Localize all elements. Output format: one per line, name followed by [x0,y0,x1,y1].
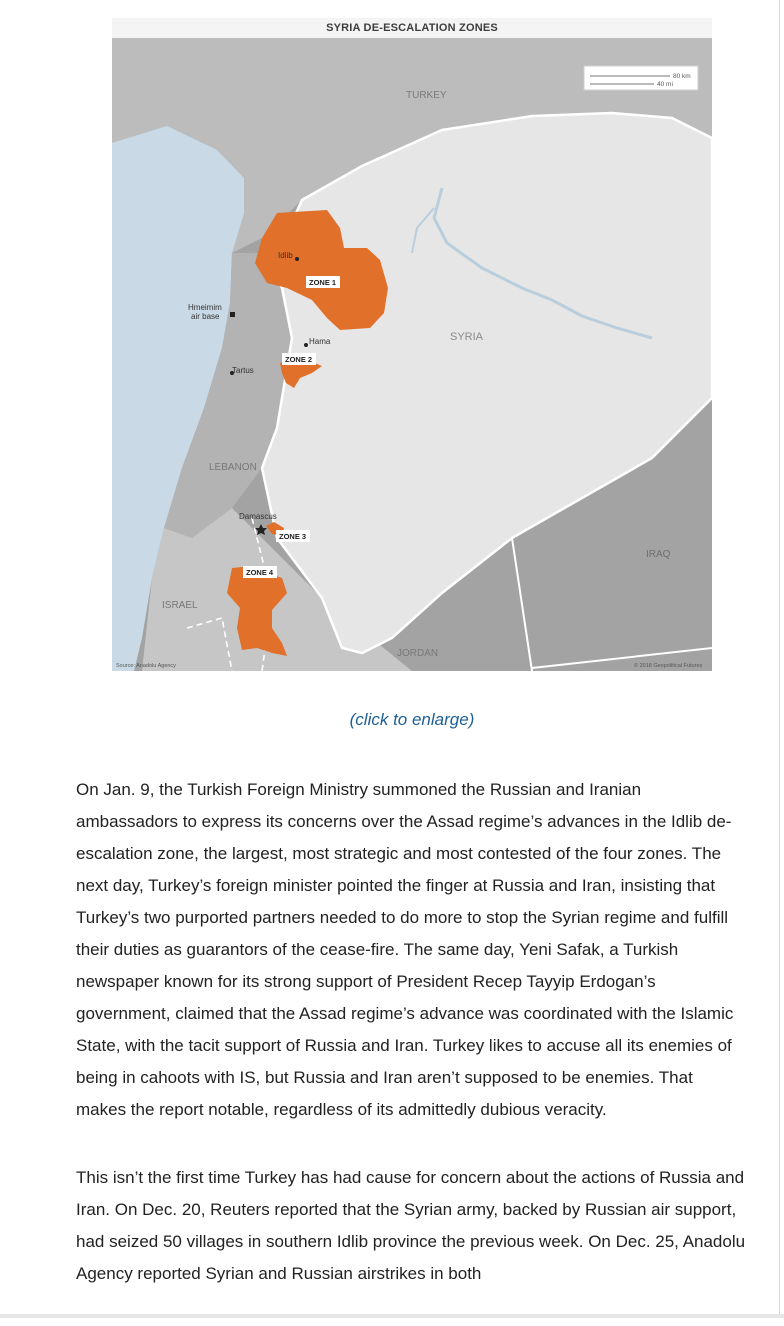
hama-marker [304,343,308,347]
map-title: SYRIA DE-ESCALATION ZONES [112,18,712,38]
scale-mi-label: 40 mi [657,81,673,88]
label-tartus: Tartus [232,366,254,375]
map-copyright: © 2018 Geopolitical Futures [634,663,703,669]
label-israel: ISRAEL [162,600,198,611]
label-idlib: Idlib [278,251,293,260]
label-zone-2: ZONE 2 [285,355,313,364]
syria-map [112,38,712,671]
label-lebanon: LEBANON [209,462,257,473]
article-paragraph-1: On Jan. 9, the Turkish Foreign Ministry summoned the Russian and Iranian ambassadors to express its concerns over the Assad regime’s advances in the Idlib de-escalation zone, the largest, most strategic and most contested of the four zones. The next day, Turkey’s foreign minister pointed the finger at Russia and Iran, insisting that Turkey’s two purported partners needed to do more to stop the Syrian regime and fulfill their duties as guarantors of the cease-fire. The same day, Yeni Safak, a Turkish newspaper known for its strong support of President Recep Tayyip Erdogan’s government, claimed that the Assad regime’s advance was coordinated with the Islamic State, with the tacit support of Russia and Iran. Turkey likes to accuse all its enemies of being in cahoots with IS, but Russia and Iran aren’t supposed to be enemies. That makes the report notable, regardless of its admittedly dubious veracity. [76,780,734,1119]
label-air-base: air base [191,312,220,321]
enlarge-link[interactable]: (click to enlarge) [349,710,475,729]
label-hama: Hama [309,337,331,346]
label-syria: SYRIA [450,331,484,343]
label-turkey: TURKEY [406,90,447,101]
idlib-marker [295,257,299,261]
label-zone-1: ZONE 1 [309,278,337,287]
label-iraq: IRAQ [646,549,671,560]
article-body [76,774,746,1326]
page-right-border [779,0,780,1318]
label-zone-4: ZONE 4 [246,568,274,577]
label-hmeimim: Hmeimim [188,303,222,312]
hmeimim-marker [230,312,235,317]
label-zone-3: ZONE 3 [279,532,307,541]
article-paragraph-2: This isn’t the first time Turkey has had cause for concern about the actions of Russia and Iran. On Dec. 20, Reuters reported that the Syrian army, backed by Russian air support, had seized 50 villages in southern Idlib province the previous week. On Dec. 25, Anadolu Agency reported Syrian and Russian airstrikes in both [76,1168,746,1283]
map-figure[interactable] [112,18,712,671]
label-damascus: Damascus [239,512,277,521]
horizontal-scrollbar[interactable] [0,1314,784,1318]
scale-km-label: 80 km [673,73,691,80]
map-source: Source: Anadolu Agency [116,663,176,669]
label-jordan: JORDAN [397,648,439,659]
